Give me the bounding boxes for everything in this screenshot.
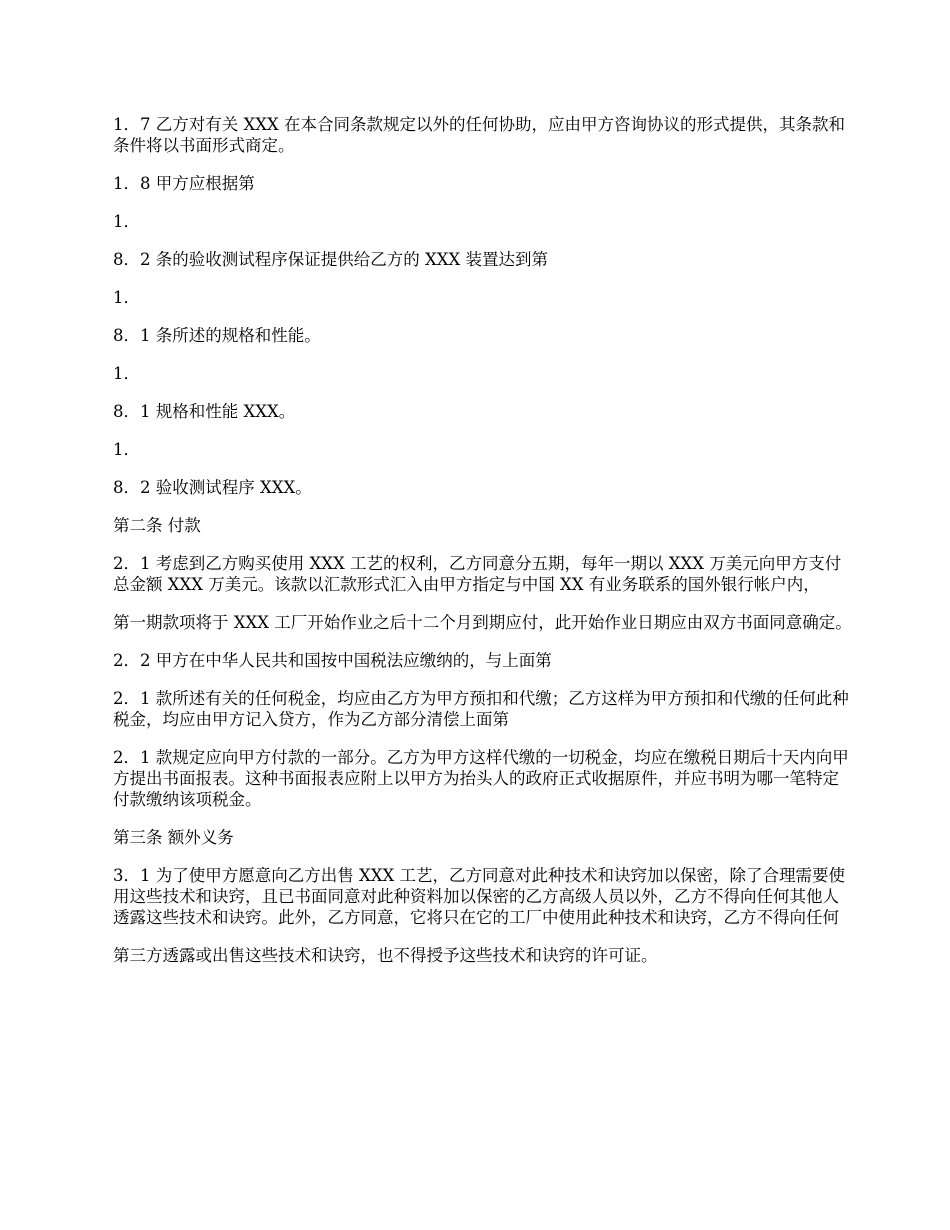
paragraph-8-2-test: 8．2 验收测试程序 XXX。 — [113, 478, 312, 497]
paragraph-2-1-tax: 2．1 款所述有关的任何税金，均应由乙方为甲方预扣和代缴；乙方这样为甲方预扣和代缴的任何此种税金，均应由甲方记入贷方，作为乙方部分清偿上面第 — [113, 689, 849, 729]
paragraph-number-fragment: 1． — [113, 440, 140, 459]
paragraph-8-2-clause: 8．2 条的验收测试程序保证提供给乙方的 XXX 装置达到第 — [113, 250, 548, 269]
paragraph-2-2: 2．2 甲方在中华人民共和国按中国税法应缴纳的，与上面第 — [113, 651, 552, 670]
paragraph-1-7: 1．7 乙方对有关 XXX 在本合同条款规定以外的任何协助，应由甲方咨询协议的形式提供，其条款和条件将以书面形式商定。 — [113, 115, 845, 155]
paragraph-third-party: 第三方透露或出售这些技术和诀窍，也不得授予这些技术和诀窍的许可证。 — [113, 946, 658, 965]
section-heading-payment: 第二条 付款 — [113, 516, 201, 535]
paragraph-number-fragment: 1． — [113, 364, 140, 383]
section-heading-additional-obligations: 第三条 额外义务 — [113, 828, 234, 847]
paragraph-2-1: 2．1 考虑到乙方购买使用 XXX 工艺的权利，乙方同意分五期，每年一期以 XXX 万美元向甲方支付总金额 XXX 万美元。该款以汇款形式汇入由甲方指定与中国 XX 有业务联系的国外银行帐户内， — [113, 554, 842, 594]
document-body — [113, 114, 853, 983]
paragraph-8-1-clause: 8．1 条所述的规格和性能。 — [113, 326, 321, 345]
paragraph-first-installment: 第一期款项将于 XXX 工厂开始作业之后十二个月到期应付，此开始作业日期应由双方书面同意确定。 — [113, 613, 852, 632]
paragraph-1-8: 1．8 甲方应根据第 — [113, 174, 255, 193]
paragraph-2-1-payment-part: 2．1 款规定应向甲方付款的一部分。乙方为甲方这样代缴的一切税金，均应在缴税日期后十天内向甲方提出书面报表。这种书面报表应附上以甲方为抬头人的政府正式收据原件，并应书明为哪一笔特定付款缴纳该项税金。 — [113, 748, 849, 809]
paragraph-number-fragment: 1． — [113, 212, 140, 231]
paragraph-number-fragment: 1． — [113, 288, 140, 307]
paragraph-3-1: 3．1 为了使甲方愿意向乙方出售 XXX 工艺，乙方同意对此种技术和诀窍加以保密，除了合理需要使用这些技术和诀窍，且已书面同意对此种资料加以保密的乙方高级人员以外，乙方不得向任何其他人透露这些技术和诀窍。此外，乙方同意，它将只在它的工厂中使用此种技术和诀窍，乙方不得向任何 — [113, 866, 845, 927]
paragraph-8-1-spec: 8．1 规格和性能 XXX。 — [113, 402, 296, 421]
